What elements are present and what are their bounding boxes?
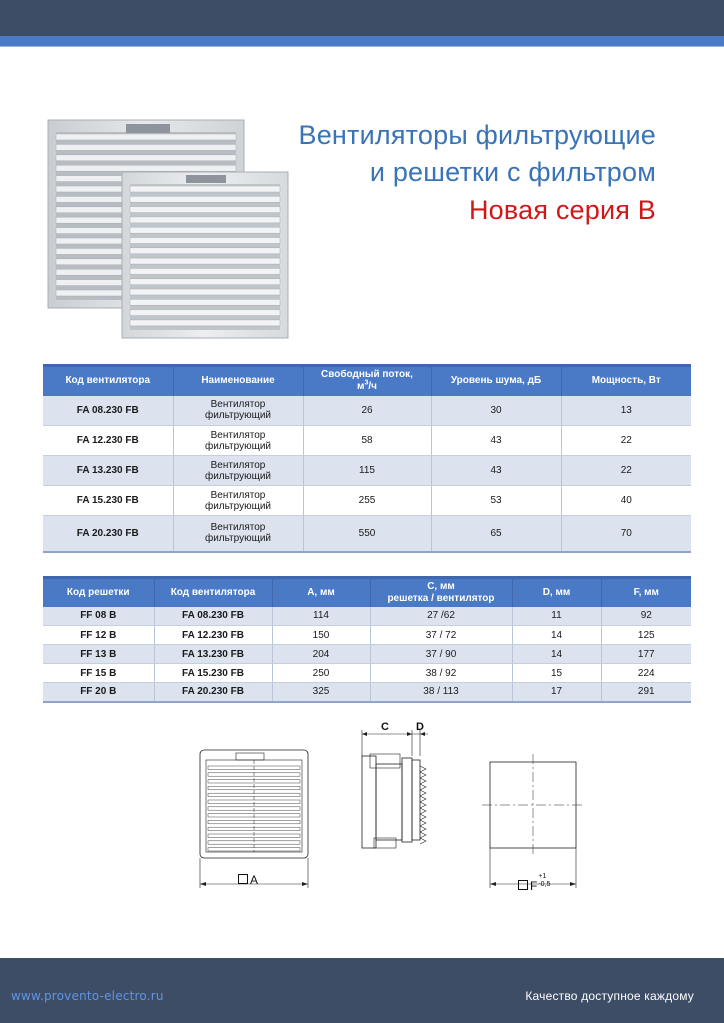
cell-d: 14 [512, 645, 601, 664]
slat [56, 144, 236, 150]
header-noise: Уровень шума, дБ [431, 366, 561, 396]
header-fan-code: Код вентилятора [43, 366, 173, 396]
fin [420, 772, 426, 778]
cell-grille: FF 15 B [43, 664, 154, 683]
cell-grille: FF 20 B [43, 683, 154, 702]
slat [130, 320, 280, 326]
dimension-a-label: A [238, 873, 258, 887]
slat [130, 258, 280, 264]
cell-c: 37 / 72 [370, 626, 512, 645]
side-view-fins [420, 766, 426, 844]
grille-table [43, 576, 691, 703]
slat [130, 196, 280, 202]
header-grille-code: Код решетки [43, 578, 154, 607]
cell-flow: 26 [303, 396, 431, 426]
title-line-1: Вентиляторы фильтрующие [298, 120, 656, 150]
slat [56, 165, 236, 171]
slat [130, 227, 280, 233]
cell-fan: FA 20.230 FB [154, 683, 272, 702]
header-band [0, 0, 724, 36]
slat [130, 299, 280, 305]
dimension-d-label: D [416, 721, 424, 733]
dimension-c-label: C [381, 721, 389, 733]
fin [420, 838, 426, 844]
table-row [43, 426, 691, 456]
cell-name: Вентилятор фильтрующий [173, 456, 303, 486]
title-line-2: и решетки с фильтром [369, 157, 656, 187]
cell-grille: FF 13 B [43, 645, 154, 664]
cell-noise: 53 [431, 486, 561, 516]
slat [130, 186, 280, 192]
header-flow-label: Свободный поток, [321, 369, 413, 381]
cell-flow: 550 [303, 516, 431, 552]
side-view-drawing [340, 716, 450, 856]
table-row [43, 396, 691, 426]
table-row [43, 645, 691, 664]
cell-d: 11 [512, 607, 601, 626]
cell-fan: FA 13.230 FB [154, 645, 272, 664]
cell-grille: FF 12 B [43, 626, 154, 645]
header-fan-code: Код вентилятора [154, 578, 272, 607]
fan-table [43, 364, 691, 553]
cell-noise: 43 [431, 456, 561, 486]
cell-a: 204 [272, 645, 370, 664]
header-a: A, мм [272, 578, 370, 607]
cell-flow: 115 [303, 456, 431, 486]
fin [420, 784, 426, 790]
cell-fan: FA 08.230 FB [154, 607, 272, 626]
cell-a: 250 [272, 664, 370, 683]
cell-name: Вентилятор фильтрующий [173, 426, 303, 456]
table-row [43, 607, 691, 626]
cell-noise: 30 [431, 396, 561, 426]
slat [130, 217, 280, 223]
grille-table-header [43, 578, 691, 607]
cell-code: FA 13.230 FB [43, 456, 173, 486]
cell-noise: 43 [431, 426, 561, 456]
cell-c: 38 / 92 [370, 664, 512, 683]
cell-power: 22 [561, 426, 691, 456]
header-stripe [0, 36, 724, 46]
header-stripe-light [0, 46, 724, 47]
slat [130, 268, 280, 274]
fin [420, 808, 426, 814]
fin [420, 814, 426, 820]
front-view-drawing [180, 742, 330, 892]
cell-name: Вентилятор фильтрующий [173, 396, 303, 426]
cell-f: 224 [601, 664, 691, 683]
cell-f: 125 [601, 626, 691, 645]
cell-code: FA 20.230 FB [43, 516, 173, 552]
cell-fan: FA 15.230 FB [154, 664, 272, 683]
header-flow-unit: $м^3/ч$ [357, 379, 377, 393]
cell-grille: FF 08 B [43, 607, 154, 626]
cell-name: Вентилятор фильтрующий [173, 486, 303, 516]
slat [56, 134, 236, 140]
cell-code: FA 12.230 FB [43, 426, 173, 456]
dimension-f-label: F +1 -0,5 [518, 873, 550, 893]
table-row [43, 456, 691, 486]
fan-table-header [43, 366, 691, 396]
cell-c: 37 / 90 [370, 645, 512, 664]
cell-c: 27 /62 [370, 607, 512, 626]
slat [130, 279, 280, 285]
cell-name: Вентилятор фильтрующий [173, 516, 303, 552]
cell-power: 40 [561, 486, 691, 516]
fin [420, 832, 426, 838]
table-row [43, 664, 691, 683]
cell-f: 92 [601, 607, 691, 626]
cell-c: 38 / 113 [370, 683, 512, 702]
header-c: C, мм решетка / вентилятор [370, 578, 512, 607]
fin [420, 790, 426, 796]
cell-power: 70 [561, 516, 691, 552]
slat [56, 155, 236, 161]
table-row [43, 516, 691, 552]
cell-a: 114 [272, 607, 370, 626]
fin [420, 766, 426, 772]
header-flow [303, 366, 431, 396]
fin [420, 796, 426, 802]
slat [130, 207, 280, 213]
cell-f: 291 [601, 683, 691, 702]
table-row [43, 683, 691, 702]
header-power: Мощность, Вт [561, 366, 691, 396]
slat [130, 289, 280, 295]
table-row [43, 626, 691, 645]
cell-flow: 255 [303, 486, 431, 516]
title-line-3: Новая серия В [468, 195, 656, 225]
cutout-drawing [480, 752, 590, 892]
cell-a: 325 [272, 683, 370, 702]
footer-slogan: Качество доступное каждому [525, 989, 694, 1003]
fin [420, 826, 426, 832]
cell-a: 150 [272, 626, 370, 645]
cell-flow: 58 [303, 426, 431, 456]
slat [130, 310, 280, 316]
cell-fan: FA 12.230 FB [154, 626, 272, 645]
cell-power: 13 [561, 396, 691, 426]
cell-power: 22 [561, 456, 691, 486]
cell-noise: 65 [431, 516, 561, 552]
header-f: F, мм [601, 578, 691, 607]
table-row [43, 486, 691, 516]
product-image [40, 112, 290, 344]
cell-code: FA 08.230 FB [43, 396, 173, 426]
header-name: Наименование [173, 366, 303, 396]
slat [130, 238, 280, 244]
cell-d: 14 [512, 626, 601, 645]
cell-f: 177 [601, 645, 691, 664]
cell-d: 15 [512, 664, 601, 683]
cell-d: 17 [512, 683, 601, 702]
header-d: D, мм [512, 578, 601, 607]
fin [420, 802, 426, 808]
slat [130, 248, 280, 254]
fin [420, 820, 426, 826]
fin [420, 778, 426, 784]
footer-url-link[interactable]: www.provento-electro.ru [11, 989, 164, 1003]
cell-code: FA 15.230 FB [43, 486, 173, 516]
